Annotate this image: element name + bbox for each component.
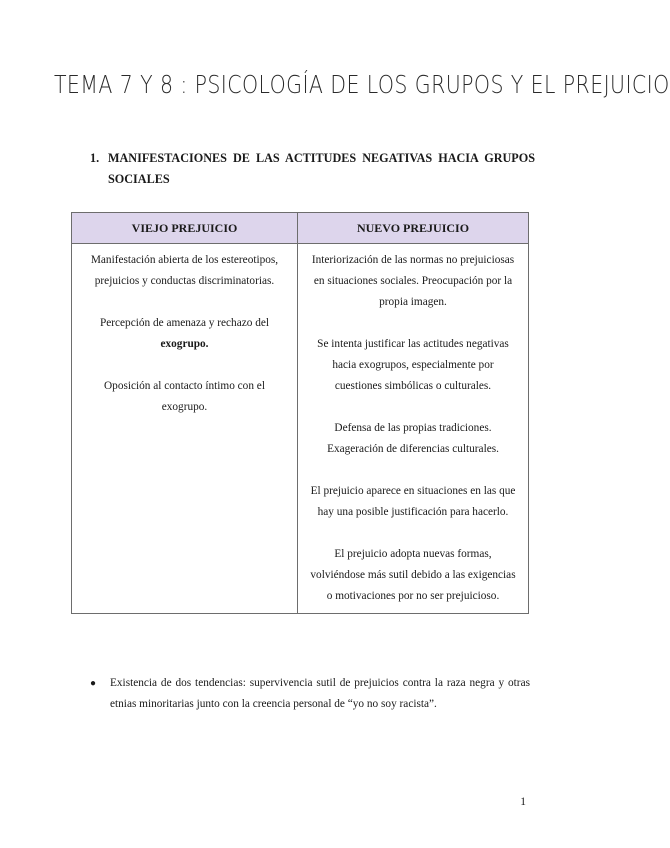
- section-heading-text: MANIFESTACIONES DE LAS ACTITUDES NEGATIVAS HACIA GRUPOS SOCIALES: [108, 151, 535, 186]
- old-prejudice-cell: [72, 244, 298, 614]
- table-header-row: [72, 213, 529, 244]
- new-item-5: El prejuicio adopta nuevas formas, volviéndose más sutil debido a las exigencias o motivaciones por no ser prejuicioso.: [310, 548, 516, 602]
- bullet-text: Existencia de dos tendencias: supervivencia sutil de prejuicios contra la raza negra y otras etnias minoritarias junto con la creencia personal de “yo no soy racista”.: [110, 677, 530, 710]
- page-number: 1: [520, 796, 526, 808]
- page-title: TEMA 7 Y 8 : PSICOLOGÍA DE LOS GRUPOS Y EL PREJUICIO: [54, 70, 670, 99]
- bullet-dot-icon: ●: [90, 678, 97, 689]
- column-header-old: VIEJO PREJUICIO: [72, 213, 298, 244]
- old-item-3: Oposición al contacto íntimo con el exogrupo.: [104, 380, 265, 413]
- section-number: 1.: [90, 151, 100, 165]
- new-prejudice-cell: [298, 244, 529, 614]
- new-item-1: Interiorización de las normas no prejuiciosas en situaciones sociales. Preocupación por la propia imagen.: [311, 254, 515, 308]
- old-item-2-bold: exogrupo.: [160, 338, 209, 350]
- new-item-2: Se intenta justificar las actitudes negativas hacia exogrupos, especialmente por cuestiones simbólicas o culturales.: [317, 338, 509, 392]
- new-item-4: El prejuicio aparece en situaciones en las que hay una posible justificación para hacerlo.: [310, 485, 516, 518]
- bullet-item: [90, 673, 530, 715]
- table-row: [72, 244, 529, 614]
- new-item-3: Defensa de las propias tradiciones. Exageración de diferencias culturales.: [327, 422, 499, 455]
- old-item-2-text: Percepción de amenaza y rechazo del: [99, 317, 270, 329]
- section-heading: [90, 148, 535, 190]
- column-header-new: NUEVO PREJUICIO: [298, 213, 529, 244]
- old-item-2: [82, 313, 287, 355]
- old-item-1: Manifestación abierta de los estereotipos, prejuicios y conductas discriminatorias.: [90, 254, 279, 287]
- comparison-table: [71, 212, 529, 614]
